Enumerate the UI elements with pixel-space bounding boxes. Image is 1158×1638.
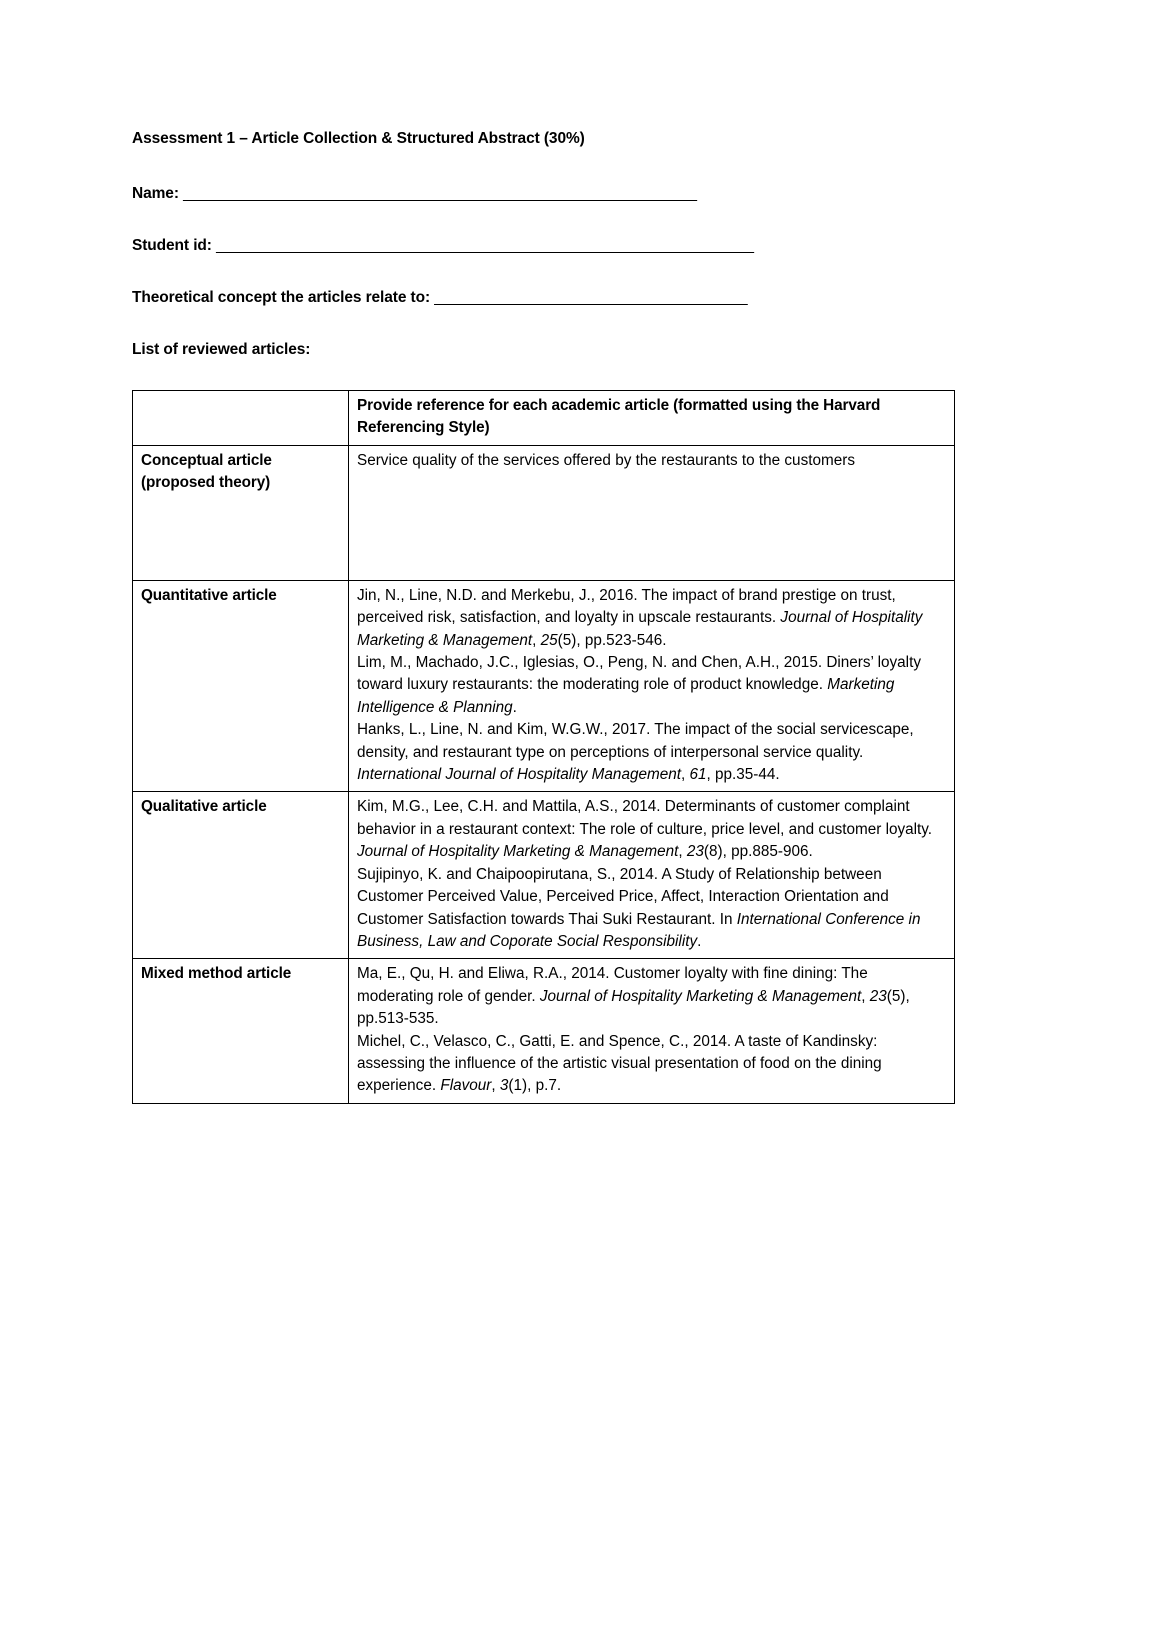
- reference-text-run: , pp.35-44.: [706, 766, 780, 784]
- page-title: Assessment 1 – Article Collection & Structured Abstract (30%): [132, 130, 585, 147]
- row-references-qualitative[interactable]: [349, 792, 955, 959]
- reference-italic-run: 25: [540, 631, 558, 649]
- row-label-qualitative: Qualitative article: [133, 792, 349, 959]
- field-student-id: [132, 237, 922, 255]
- reference-text-run: ,: [678, 843, 687, 861]
- reference-italic-run: Journal of Hospitality Marketing & Management: [539, 987, 862, 1005]
- reference-text-run: Kim, M.G., Lee, C.H. and Mattila, A.S., 2014. Determinants of customer complaint behavior in a restaurant context: The role of culture, price level, and customer loyalty.: [357, 798, 933, 838]
- reference-italic-run: Marketing Intelligence & Planning: [357, 676, 895, 716]
- table-header-row: [133, 391, 955, 446]
- reference-italic-run: 23: [686, 843, 704, 861]
- field-student-id-label: Student id:: [132, 237, 212, 254]
- row-label-mixed-method: Mixed method article: [133, 959, 349, 1103]
- reference-italic-run: Journal of Hospitality Marketing & Management: [357, 609, 923, 649]
- reference-text-run: ,: [680, 766, 690, 784]
- field-theoretical-concept-input[interactable]: _______________________________________: [434, 289, 748, 306]
- reference-italic-run: Journal of Hospitality Marketing & Management: [357, 843, 679, 861]
- reference-text-run: (5), pp.523-546.: [557, 631, 667, 649]
- row-references-mixed-method[interactable]: [349, 959, 955, 1103]
- articles-table: [132, 390, 955, 1104]
- reference-text-run: Ma, E., Qu, H. and Eliwa, R.A., 2014. Customer loyalty with fine dining: The moderating role of gender.: [357, 965, 868, 1005]
- reference-text-run: (1), p.7.: [508, 1077, 562, 1095]
- reference-entry: [357, 450, 947, 472]
- reference-entry: [357, 963, 947, 1030]
- row-label-line-1: Conceptual article: [141, 451, 272, 469]
- field-student-id-input[interactable]: ___________________________________________________________________: [216, 237, 754, 254]
- table-row: [133, 959, 955, 1103]
- reference-text-run: ,: [491, 1077, 500, 1095]
- reference-text-run: .: [512, 698, 517, 716]
- field-name-input[interactable]: ________________________________________________________________: [183, 185, 697, 202]
- field-name-label: Name:: [132, 185, 179, 202]
- reference-text-run: Sujipinyo, K. and Chaipoopirutana, S., 2014. A Study of Relationship between Customer Perceived Value, Perceived Price, Affect, Interaction Orientation and Customer Satisfaction towards Thai Suki Restaurant. In: [357, 865, 889, 928]
- reference-italic-run: 3: [499, 1077, 509, 1095]
- reference-entry: [357, 585, 947, 652]
- reference-text-run: (8), pp.885-906.: [703, 843, 813, 861]
- reference-text-run: .: [697, 932, 702, 950]
- table-row: [133, 445, 955, 580]
- reference-entry: [357, 864, 947, 954]
- reference-entry: [357, 1031, 947, 1098]
- reference-italic-run: International Conference in Business, Law and Coporate Social Responsibility: [357, 910, 921, 950]
- field-theoretical-concept: [132, 289, 922, 307]
- table-row: [133, 792, 955, 959]
- row-label-line-2: (proposed theory): [141, 474, 271, 492]
- table-row: [133, 580, 955, 792]
- reference-entry: [357, 796, 947, 863]
- reference-text-run: Lim, M., Machado, J.C., Iglesias, O., Peng, N. and Chen, A.H., 2015. Diners’ loyalty toward luxury restaurants: the moderating role of product knowledge.: [357, 654, 921, 694]
- articles-table-body: [133, 391, 955, 1104]
- reference-italic-run: Flavour: [440, 1077, 492, 1095]
- field-name: [132, 185, 922, 203]
- reference-entry: [357, 652, 947, 719]
- header-cell-blank: [133, 391, 349, 446]
- header-cell-reference: Provide reference for each academic article (formatted using the Harvard Referencing Style): [349, 391, 955, 446]
- reference-text-run: Hanks, L., Line, N. and Kim, W.G.W., 2017. The impact of the social servicescape, density, and restaurant type on perceptions of interpersonal service quality.: [357, 721, 914, 761]
- row-references-quantitative[interactable]: [349, 580, 955, 792]
- row-label-quantitative: Quantitative article: [133, 580, 349, 792]
- list-of-reviewed-articles-heading: List of reviewed articles:: [132, 341, 311, 358]
- reference-text-run: Service quality of the services offered by the restaurants to the customers: [357, 451, 855, 469]
- document-content: [132, 130, 933, 1104]
- reference-text-run: Michel, C., Velasco, C., Gatti, E. and Spence, C., 2014. A taste of Kandinsky: assessing the influence of the artistic visual presentation of food on the dining experience.: [357, 1032, 882, 1095]
- reference-italic-run: 23: [869, 987, 887, 1005]
- reference-text-run: ,: [861, 987, 870, 1005]
- reference-italic-run: 61: [689, 766, 707, 784]
- field-theoretical-concept-label: Theoretical concept the articles relate to:: [132, 289, 431, 306]
- reference-text-run: Jin, N., Line, N.D. and Merkebu, J., 2016. The impact of brand prestige on trust, perceived risk, satisfaction, and loyalty in upscale restaurants.: [357, 586, 896, 627]
- reference-text-run: ,: [532, 631, 541, 649]
- reference-entry: [357, 719, 947, 786]
- row-label-conceptual: [133, 445, 349, 580]
- row-references-conceptual[interactable]: [349, 445, 955, 580]
- reference-text-run: (5), pp.513-535.: [357, 987, 910, 1028]
- reference-italic-run: International Journal of Hospitality Management: [357, 766, 681, 784]
